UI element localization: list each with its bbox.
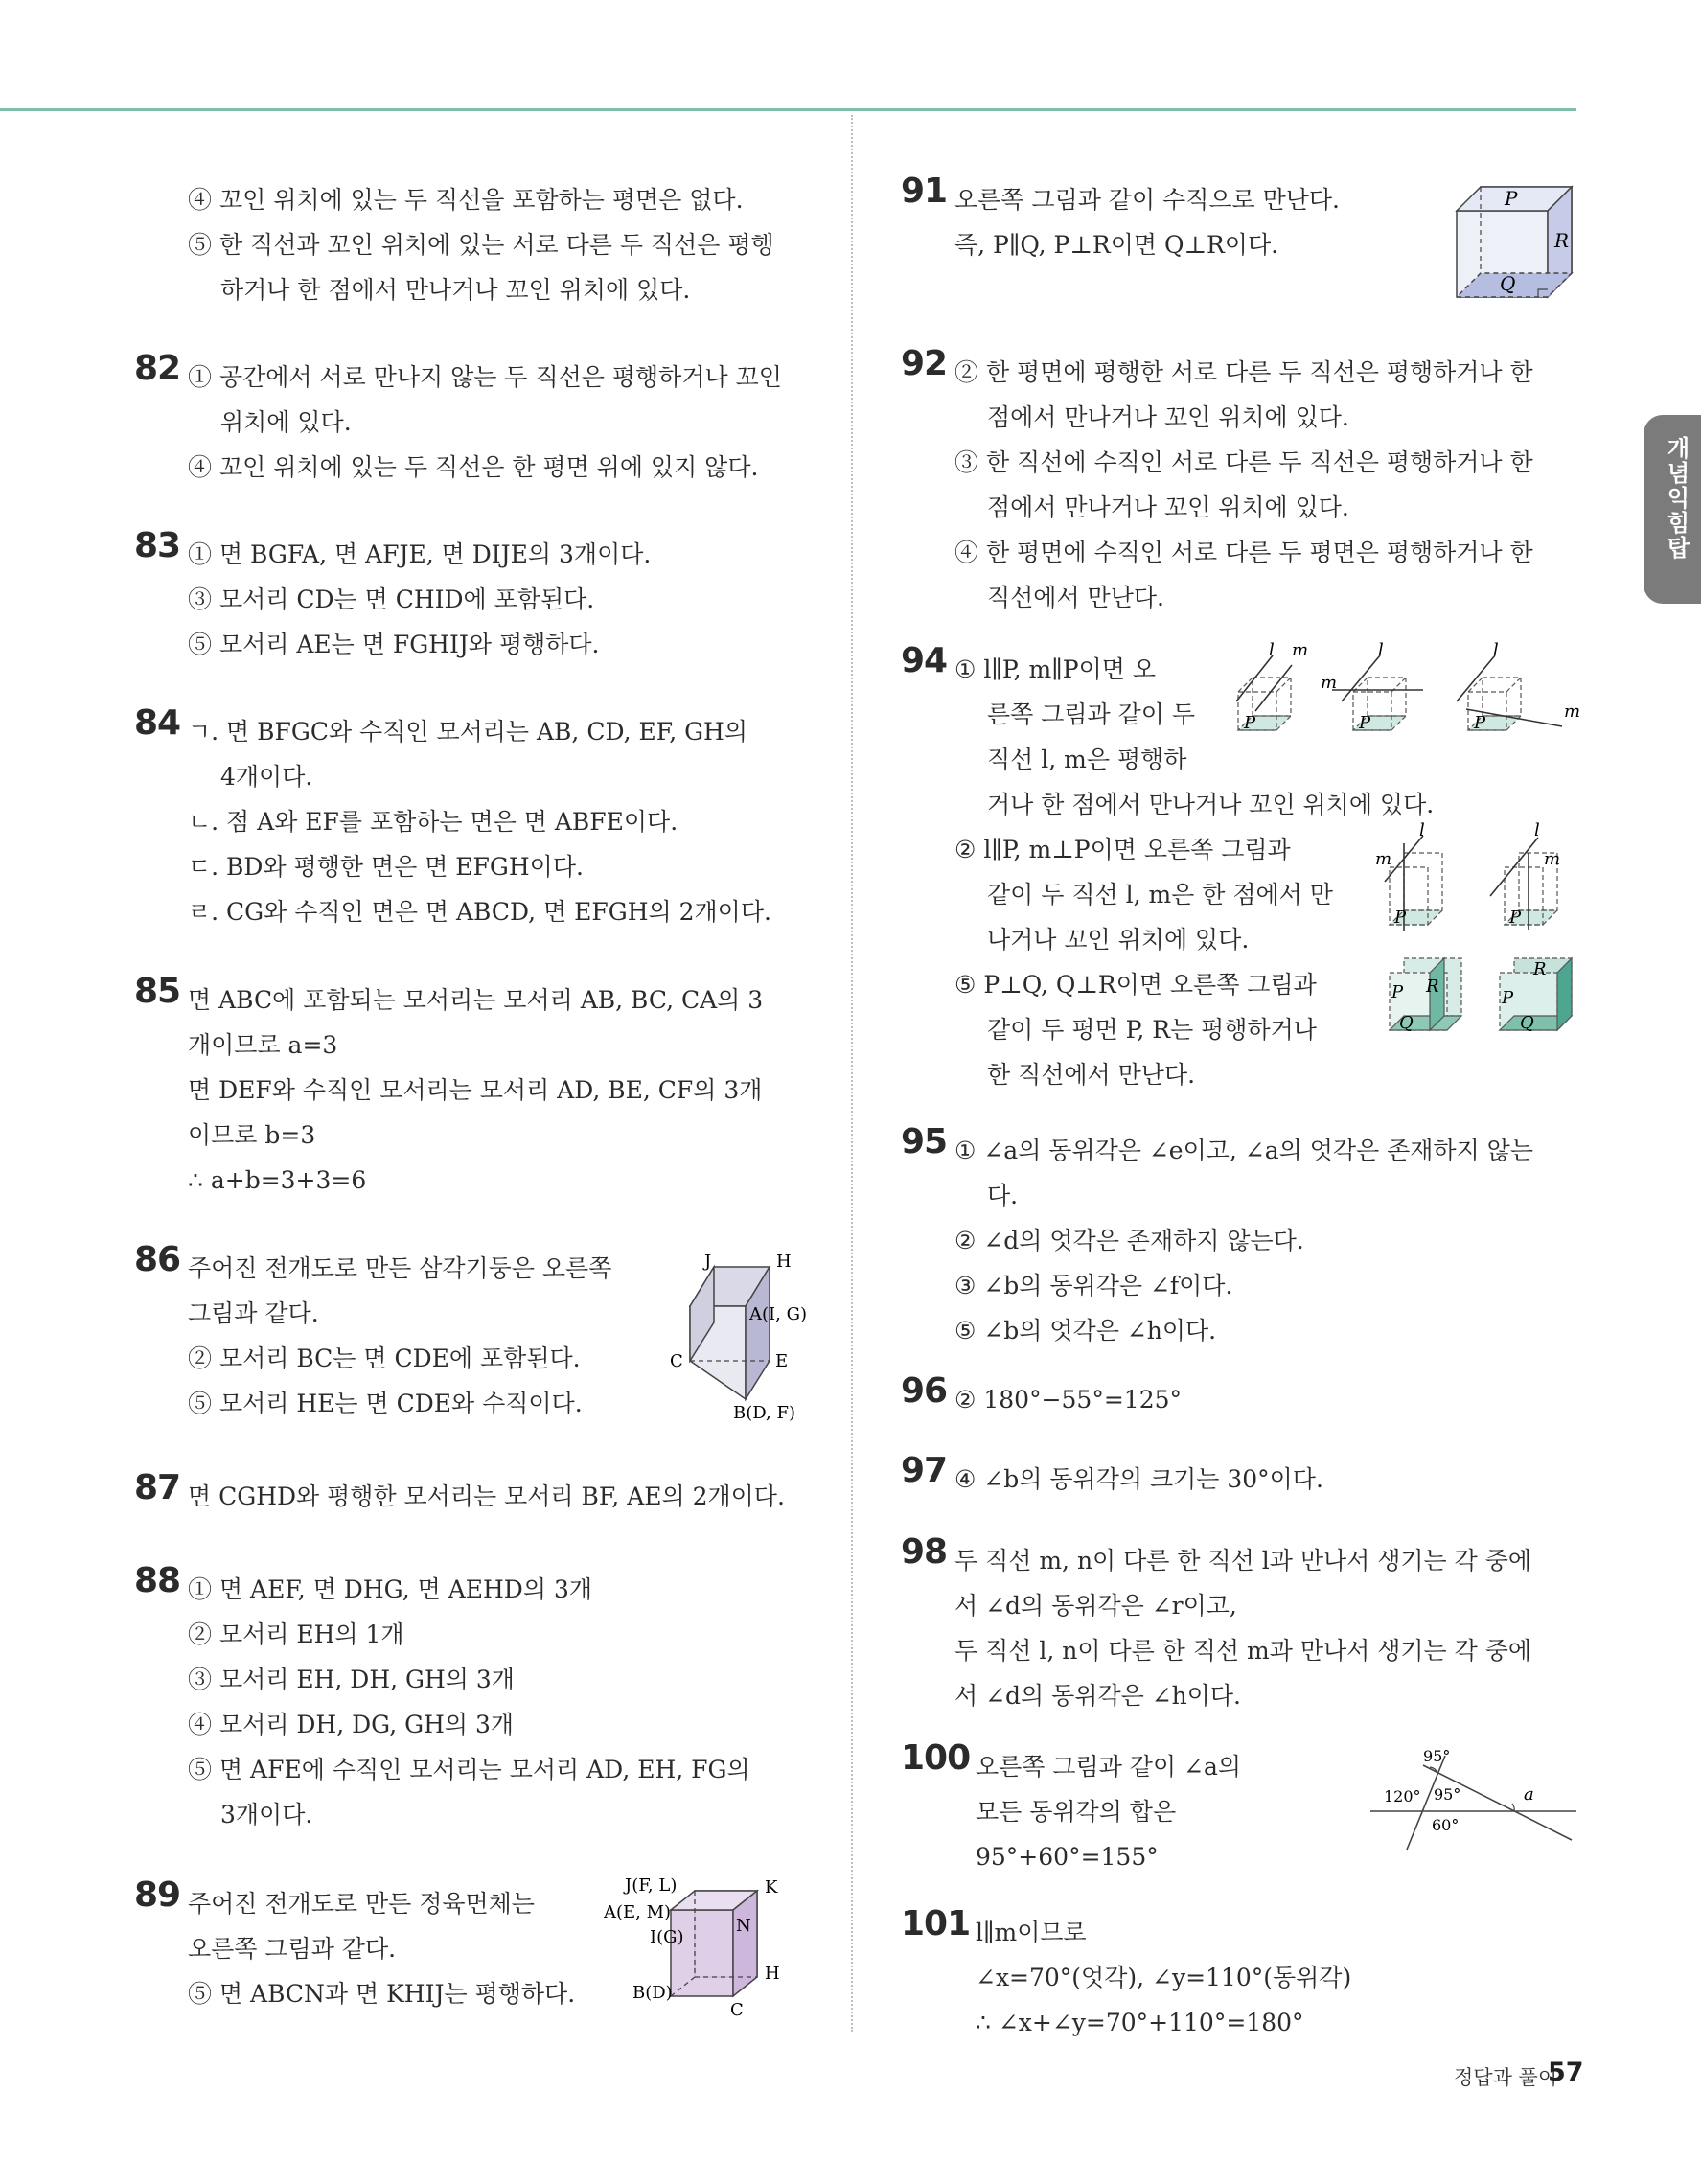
vertex-label: E [775,1351,789,1371]
line: 나거나 꼬인 위치에 있다. [987,926,1250,954]
line: ∠x=70°(엇각), ∠y=110°(동위각) [976,1964,1352,1991]
line: 한 직선에서 만난다. [987,1061,1196,1089]
angle-label: 120° [1384,1787,1421,1805]
line: 하거나 한 점에서 만나거나 꼬인 위치에 있다. [220,276,691,304]
plane-label: Q [1500,272,1516,295]
side-tab-label: 개념익힘탑 [1663,436,1690,561]
line: 서 ∠d의 동위각은 ∠r이고, [954,1592,1237,1620]
mini-cube-6 [1390,958,1461,1033]
line: ① 면 AEF, 면 DHG, 면 AEHD의 3개 [188,1575,593,1603]
line: 직선 l, m은 평행하 [987,746,1187,773]
line-label: l [1269,640,1275,660]
line: ③ ∠b의 동위각은 ∠f이다. [954,1272,1233,1299]
plane-label: P [1509,908,1522,928]
line: 면 ABC에 포함되는 모서리는 모서리 AB, BC, CA의 3 [188,986,764,1014]
line: ∴ a+b=3+3=6 [188,1166,367,1194]
cube-planes-figure [1452,182,1576,311]
line-label: l [1378,640,1384,660]
plane-label: P [1505,187,1518,210]
line: 점에서 만나거나 꼬인 위치에 있다. [987,403,1349,431]
line: 이므로 b=3 [188,1121,316,1149]
line: ⑤ 면 AFE에 수직인 모서리는 모서리 AD, EH, FG의 [188,1756,750,1783]
vertex-label: J(F, L) [625,1875,678,1896]
line: ⑤ 한 직선과 꼬인 위치에 있는 서로 다른 두 직선은 평행 [188,231,774,259]
vertex-label: H [776,1252,792,1272]
plane-label: R [1533,959,1547,979]
line-label: l [1534,820,1540,840]
vertex-label: J [704,1252,712,1272]
vertex-label: A(I, G) [749,1304,807,1324]
problem-number: 94 [901,641,948,680]
line: 직선에서 만난다. [987,584,1164,611]
angle-label: 60° [1432,1816,1460,1834]
problem-number: 91 [901,172,948,211]
line: ② 모서리 BC는 면 CDE에 포함된다. [188,1345,581,1372]
line: ㄷ. BD와 평행한 면은 면 EFGH이다. [188,853,584,881]
plane-label: P [1244,713,1256,733]
vertex-label: B(D) [632,1983,673,2003]
line: 같이 두 직선 l, m은 한 점에서 만 [987,881,1333,908]
triangular-prism-figure [656,1246,829,1428]
line: ③ 한 직선에 수직인 서로 다른 두 직선은 평행하거나 한 [954,448,1533,476]
vertex-label: B(D, F) [733,1403,795,1423]
problem-number: 100 [901,1738,971,1778]
line: 면 DEF와 수직인 모서리는 모서리 AD, BE, CF의 3개 [188,1076,763,1104]
problem-number: 92 [901,344,948,383]
mini-cube-4 [1375,820,1442,931]
line-label: m [1375,849,1392,869]
line: ② 180°−55°=125° [954,1386,1182,1414]
line: 위치에 있다. [220,408,352,436]
line: 오른쪽 그림과 같다. [188,1935,397,1963]
line: ① l∥P, m∥P이면 오 [954,655,1157,683]
line: ⑤ 모서리 AE는 면 FGHIJ와 평행하다. [188,631,600,658]
line: ② l∥P, m⊥P이면 오른쪽 그림과 [954,836,1291,863]
line: ⑤ P⊥Q, Q⊥R이면 오른쪽 그림과 [954,971,1317,999]
line: 같이 두 평면 P, R는 평행하거나 [987,1016,1317,1044]
plane-plane-figures [1380,954,1581,1045]
line: 오른쪽 그림과 같이 ∠a의 [976,1753,1242,1781]
problem-number: 98 [901,1532,948,1572]
line-label: l [1419,820,1425,840]
line: ① 면 BGFA, 면 AFJE, 면 DIJE의 3개이다. [188,540,652,568]
angle-label: 95° [1423,1747,1451,1765]
line: ⑤ 면 ABCN과 면 KHIJ는 평행하다. [188,1980,576,2008]
column-divider [851,115,853,2032]
line: ② ∠d의 엇각은 존재하지 않는다. [954,1227,1304,1254]
line: ① ∠a의 동위각은 ∠e이고, ∠a의 엇각은 존재하지 않는 [954,1137,1533,1164]
plane-label: P [1359,713,1371,733]
line: 른쪽 그림과 같이 두 [987,701,1196,728]
line: ⑤ 모서리 HE는 면 CDE와 수직이다. [188,1390,583,1417]
line: 그림과 같다. [188,1299,319,1327]
plane-label: P [1502,988,1514,1008]
line: 오른쪽 그림과 같이 수직으로 만난다. [954,186,1340,214]
problem-number: 83 [134,526,181,565]
line: 4개이다. [220,763,313,791]
line-label: l [1493,640,1499,660]
angle-label: 95° [1434,1785,1461,1804]
line: ⑤ ∠b의 엇각은 ∠h이다. [954,1317,1217,1345]
line: ㄹ. CG와 수직인 면은 면 ABCD, 면 EFGH의 2개이다. [188,898,771,926]
line: 두 직선 l, n이 다른 한 직선 m과 만나서 생기는 각 중에 [954,1637,1532,1665]
side-tab[interactable] [1644,415,1701,604]
vertex-label: I(G) [650,1927,684,1947]
vertex-label: A(E, M) [604,1902,672,1922]
line: ④ 모서리 DH, DG, GH의 3개 [188,1711,515,1738]
line: 95°+60°=155° [976,1843,1159,1871]
vertex-label: C [670,1351,683,1371]
line: 주어진 전개도로 만든 정육면체는 [188,1890,535,1918]
page-number: 57 [1548,2058,1584,2087]
line: 다. [987,1182,1019,1209]
line: ③ 모서리 CD는 면 CHID에 포함된다. [188,586,595,613]
line: l∥m이므로 [976,1919,1087,1946]
problem-number: 87 [134,1468,181,1507]
mini-cube-1 [1236,640,1308,733]
top-rule [0,108,1576,111]
line: ③ 모서리 EH, DH, GH의 3개 [188,1666,515,1693]
problem-number: 86 [134,1240,181,1279]
line-label: m [1564,701,1581,722]
line: 점에서 만나거나 꼬인 위치에 있다. [987,494,1349,521]
plane-label: Q [1399,1013,1414,1033]
line: ∴ ∠x+∠y=70°+110°=180° [976,2009,1304,2036]
problem-number: 85 [134,972,181,1011]
line: 개이므로 a=3 [188,1031,338,1059]
angle-lines-figure [1370,1744,1581,1859]
line: ② 한 평면에 평행한 서로 다른 두 직선은 평행하거나 한 [954,358,1533,386]
problem-number: 96 [901,1371,948,1411]
problem-number: 89 [134,1875,181,1915]
line-label: m [1544,849,1561,869]
problem-number: 84 [134,703,181,743]
line: 모든 동위각의 합은 [976,1798,1177,1826]
line: ㄴ. 점 A와 EF를 포함하는 면은 면 ABFE이다. [188,808,678,836]
mini-cube-5 [1490,820,1560,930]
problem-number: 97 [901,1451,948,1490]
line-label: m [1292,640,1309,660]
mini-cube-3 [1457,640,1580,733]
line: ④ 꼬인 위치에 있는 두 직선은 한 평면 위에 있지 않다. [188,453,759,481]
line: 즉, P∥Q, P⊥R이면 Q⊥R이다. [954,231,1279,259]
angle-label: a [1524,1784,1534,1805]
cube-figure [604,1872,824,2020]
plane-label: P [1391,982,1404,1002]
vertex-label: C [730,2000,744,2020]
line: 두 직선 m, n이 다른 한 직선 l과 만나서 생기는 각 중에 [954,1547,1532,1575]
vertex-label: N [736,1916,751,1936]
line: ① 공간에서 서로 만나지 않는 두 직선은 평행하거나 꼬인 [188,363,782,391]
problem-number: 88 [134,1561,181,1600]
vertex-label: H [765,1964,780,1984]
line: 3개이다. [220,1801,313,1828]
line: 거나 한 점에서 만나거나 꼬인 위치에 있다. [987,791,1435,818]
line-plane-figures-1 [1227,642,1581,757]
problem-number: 95 [901,1122,948,1161]
line: ④ ∠b의 동위각의 크기는 30°이다. [954,1465,1323,1493]
plane-label: P [1474,713,1486,733]
mini-cube-2 [1321,640,1423,733]
line-plane-figures-2 [1375,820,1576,934]
line: 주어진 전개도로 만든 삼각기둥은 오른쪽 [188,1254,612,1282]
line-label: m [1321,673,1338,693]
line: 면 CGHD와 평행한 모서리는 모서리 BF, AE의 2개이다. [188,1483,785,1510]
plane-label: Q [1520,1013,1534,1033]
mini-cube-7 [1500,958,1572,1033]
plane-label: P [1394,908,1407,928]
plane-label: R [1554,229,1570,252]
footer-label: 정답과 풀이 [1454,2066,1558,2089]
line: ④ 한 평면에 수직인 서로 다른 두 평면은 평행하거나 한 [954,539,1533,566]
line: 서 ∠d의 동위각은 ∠h이다. [954,1682,1241,1710]
line: ② 모서리 EH의 1개 [188,1621,404,1648]
plane-label: R [1426,977,1439,997]
line: ㄱ. 면 BFGC와 수직인 모서리는 AB, CD, EF, GH의 [188,718,748,746]
problem-number: 82 [134,349,181,388]
line: ④ 꼬인 위치에 있는 두 직선을 포함하는 평면은 없다. [188,186,744,214]
vertex-label: K [765,1877,778,1897]
problem-number: 101 [901,1904,971,1943]
